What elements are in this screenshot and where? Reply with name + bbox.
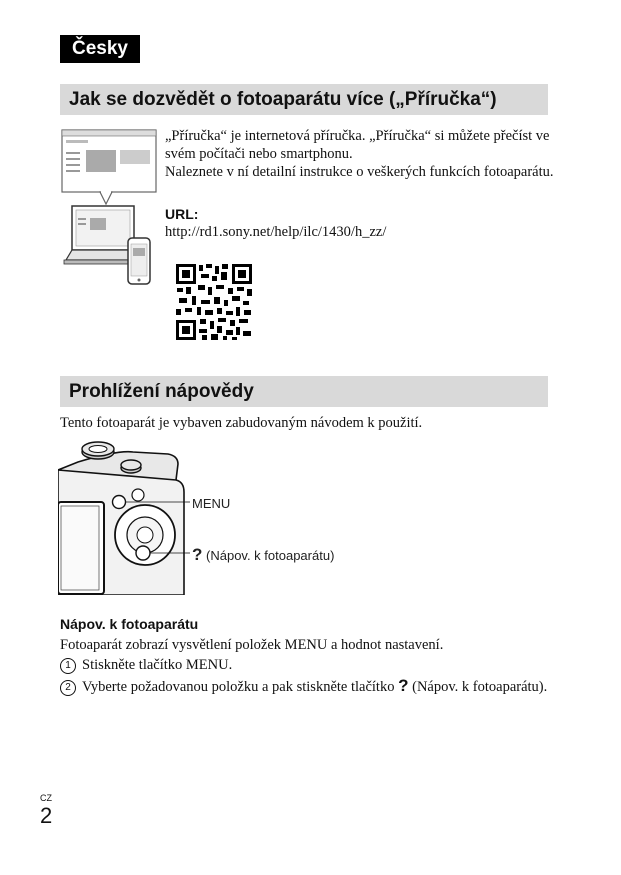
guide-description: „Příručka“ je internetová příručka. „Příručka“ si můžete přečíst ve svém počítači nebo smartphonu.	[165, 128, 550, 162]
step-1-text: Stiskněte tlačítko MENU.	[82, 657, 233, 673]
laptop-smartphone-illustration	[60, 128, 160, 288]
step-number-1-icon: 1	[60, 658, 76, 674]
question-mark-icon: ?	[192, 545, 203, 564]
guide-detail: Naleznete v ní detailní instrukce o veškerých funkcích fotoaparátu.	[165, 164, 554, 180]
step-1	[60, 656, 232, 674]
camera-back-illustration	[58, 440, 188, 595]
step-2	[60, 677, 550, 696]
page-number: 2	[40, 803, 53, 828]
help-button-callout	[192, 545, 334, 565]
menu-button-callout: MENU	[192, 496, 231, 511]
step-number-2-icon: 2	[60, 680, 76, 696]
question-mark-icon: ?	[398, 676, 409, 695]
help-description: Fotoaparát zobrazí vysvětlení položek MENU a hodnot nastavení.	[60, 637, 444, 653]
step-2-text-a: Vyberte požadovanou položku a pak stiskněte tlačítko	[82, 679, 395, 695]
url-label: URL:	[165, 206, 199, 222]
help-button-label: (Nápov. k fotoaparátu)	[206, 548, 335, 563]
qr-code[interactable]	[175, 263, 253, 341]
language-code: CZ	[40, 793, 52, 803]
guide-url-link[interactable]: http://rd1.sony.net/help/ilc/1430/h_zz/	[165, 224, 387, 240]
section-heading-guide: Jak se dozvědět o fotoaparátu více („Příručka“)	[60, 84, 548, 115]
step-2-text-b: (Nápov. k fotoaparátu).	[412, 679, 548, 695]
help-subheading: Nápov. k fotoaparátu	[60, 616, 199, 632]
help-intro: Tento fotoaparát je vybaven zabudovaným návodem k použití.	[60, 415, 423, 431]
language-tag: Česky	[60, 35, 140, 63]
section-heading-help: Prohlížení nápovědy	[60, 376, 548, 407]
